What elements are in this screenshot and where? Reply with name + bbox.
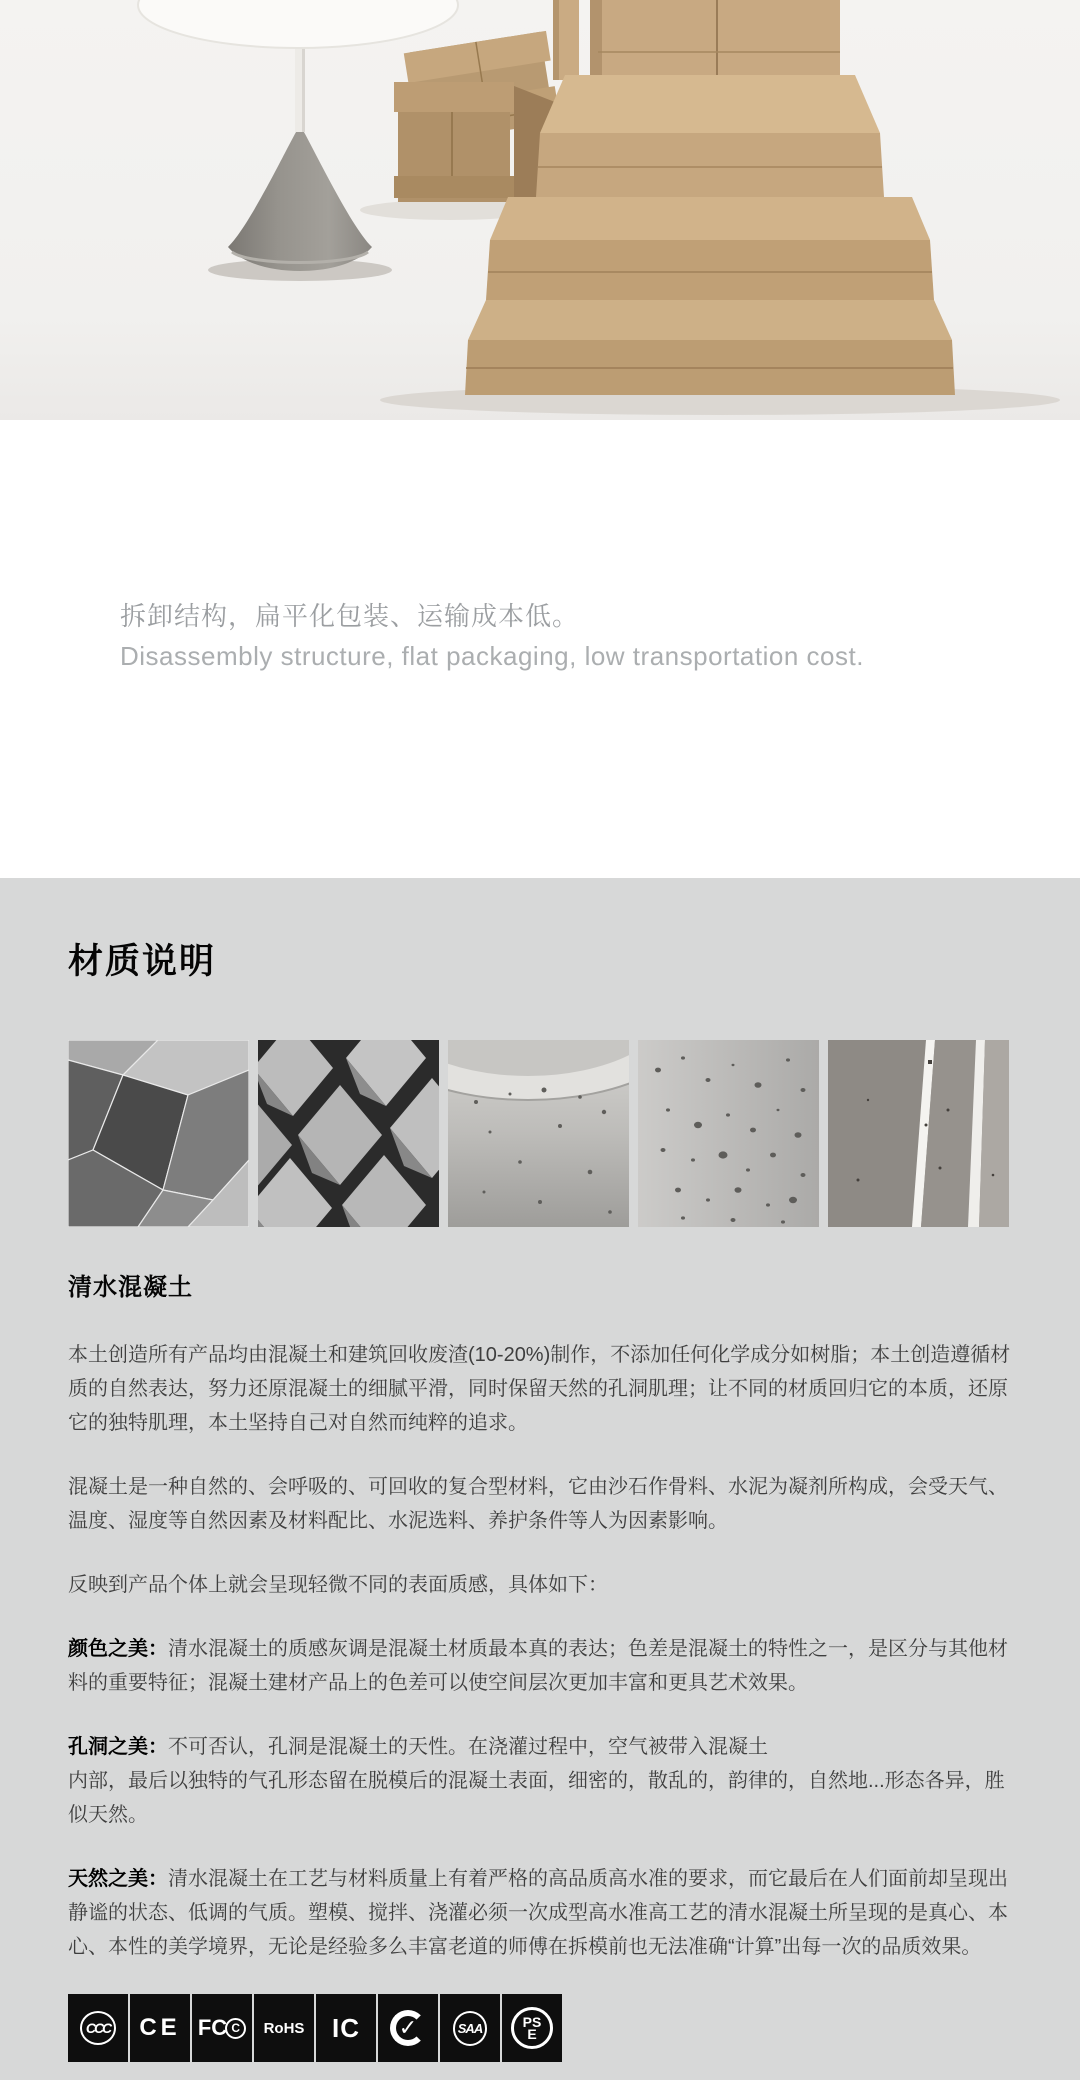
ce-certification-icon: [130, 1994, 190, 2062]
faceted-concrete-texture: [68, 1040, 249, 1227]
ic-certification-icon: [316, 1994, 376, 2062]
pse-label: PS: [522, 2014, 542, 2030]
material-paragraph-natural-beauty: [68, 1862, 1012, 1964]
saa-label: SAA: [453, 2011, 487, 2046]
rohs-certification-icon: [254, 1994, 314, 2062]
material-paragraph-color-beauty: [68, 1632, 1012, 1700]
material-photo-cylinder: [448, 1040, 629, 1227]
concrete-cubes-texture: [258, 1040, 439, 1227]
pse-certification-icon: [502, 1994, 562, 2062]
material-paragraph-pore-beauty: [68, 1730, 1012, 1832]
material-gallery: [68, 1040, 1012, 1227]
material-section: [0, 878, 1080, 2080]
paragraph-text-line1: 不可否认，孔洞是混凝土的天性。在浇灌过程中，空气被带入混凝土: [168, 1736, 768, 1758]
tagline-section: [120, 601, 864, 671]
rcm-checkmark-certification-icon: [378, 1994, 438, 2062]
material-photo-cube-blocks: [258, 1040, 439, 1227]
paragraph-lead: 天然之美：: [68, 1868, 168, 1890]
material-photo-rods: [828, 1040, 1009, 1227]
paragraph-text: 本土创造所有产品均由混凝土和建筑回收废渣(10-20%)制作，不添加任何化学成分如树脂；本土创造遵循材质的自然表达，努力还原混凝土的细腻平滑，同时保留天然的孔洞肌理；让不同的材质回归它的本质，还原它的独特肌理，本土坚持自己对自然而纯粹的追求。: [68, 1344, 1011, 1434]
fcc-circled-c: C: [225, 2018, 246, 2039]
rohs-label: RoHS: [263, 2019, 305, 2037]
fcc-label: FC: [197, 2015, 228, 2040]
certification-badges: [68, 1994, 1012, 2062]
paragraph-text-line2: 内部，最后以独特的气孔形态留在脱模后的混凝土表面，细密的，散乱的，韵律的，自然地...形态各异，胜似天然。: [68, 1770, 1005, 1826]
tagline-chinese: 拆卸结构，扁平化包装、运输成本低。: [120, 601, 580, 631]
material-subtitle: 清水混凝土: [68, 1274, 193, 1301]
material-photo-faceted-panel: [68, 1040, 249, 1227]
paragraph-text: 清水混凝土在工艺与材料质量上有着严格的高品质高水准的要求，而它最后在人们面前却呈现出静谧的状态、低调的气质。塑模、搅拌、浇灌必须一次成型高水准高工艺的清水混凝土所呈现的是真心、本心、本性的美学境界，无论是经验多么丰富老道的师傅在拆模前也无法准确“计算”出每一次的品质效果。: [68, 1868, 1008, 1958]
paragraph-lead: 孔洞之美：: [68, 1736, 168, 1758]
pse-sub-label: E: [527, 2026, 537, 2042]
paragraph-text: 混凝土是一种自然的、会呼吸的、可回收的复合型材料，它由沙石作骨料、水泥为凝剂所构成，会受天气、温度、湿度等自然因素及材料配比、水泥选料、养护条件等人为因素影响。: [68, 1476, 1008, 1532]
fcc-certification-icon: [192, 1994, 252, 2062]
paragraph-text: 清水混凝土的质感灰调是混凝土材质最本真的表达；色差是混凝土的特性之一，是区分与其他材料的重要特征；混凝土建材产品上的色差可以使空间层次更加丰富和更具艺术效果。: [68, 1638, 1008, 1694]
rcm-circle: [390, 2010, 426, 2046]
material-paragraph-1: [68, 1338, 1012, 1440]
concrete-cylinder-texture: [448, 1040, 629, 1227]
material-paragraph-3: [68, 1568, 1012, 1602]
pse-circle: [511, 2007, 553, 2049]
pitted-concrete-texture: [638, 1040, 819, 1227]
tagline-english: Disassembly structure, flat packaging, low transportation cost.: [120, 641, 864, 671]
concrete-with-rods-texture: [828, 1040, 1009, 1227]
saa-certification-icon: [440, 1994, 500, 2062]
ccc-label: CCC: [80, 2011, 116, 2045]
material-paragraph-2: [68, 1470, 1012, 1538]
product-packaging-photo: [0, 0, 1080, 420]
paragraph-lead: 颜色之美：: [68, 1638, 168, 1660]
rcm-check: ✓: [398, 2015, 418, 2040]
paragraph-text: 反映到产品个体上就会呈现轻微不同的表面质感，具体如下：: [68, 1574, 608, 1596]
ccc-certification-icon: [68, 1994, 128, 2062]
material-photo-pitted-surface: [638, 1040, 819, 1227]
ce-label: CE: [139, 2014, 181, 2041]
material-section-title: 材质说明: [68, 942, 217, 981]
hero-photo-section: [0, 0, 1080, 420]
ic-label: IC: [332, 2012, 360, 2043]
